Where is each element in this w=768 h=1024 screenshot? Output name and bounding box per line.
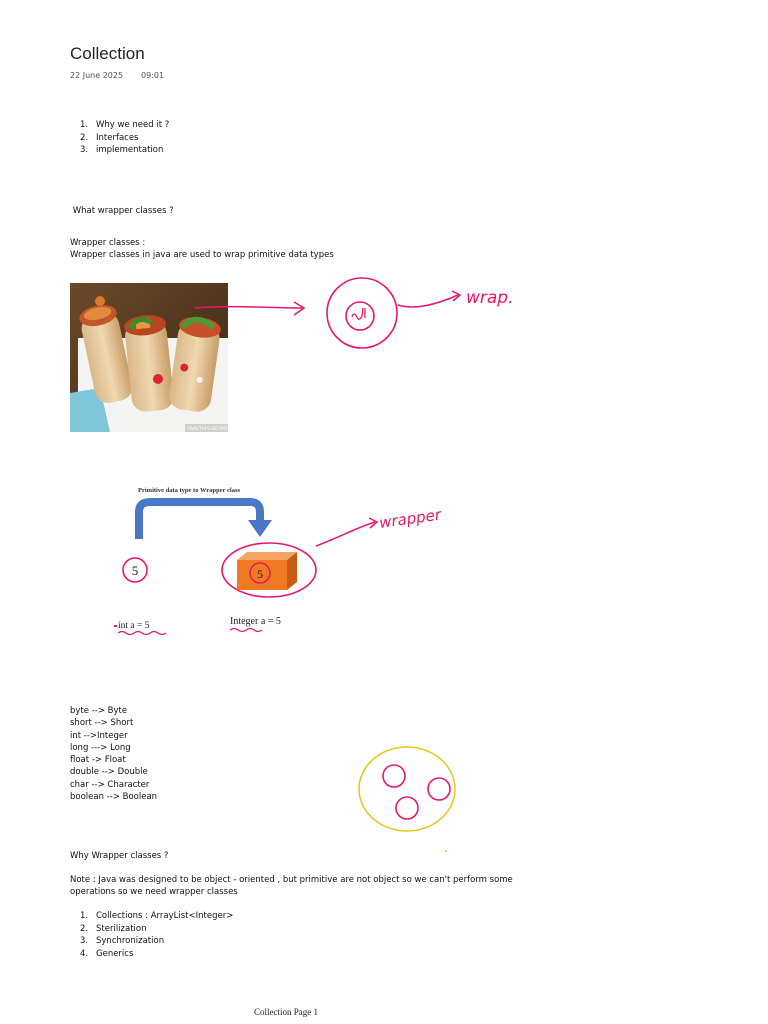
wrap-annotation-drawing xyxy=(190,275,550,355)
inner-scribble xyxy=(352,308,365,319)
list-item: char --> Character xyxy=(70,779,150,790)
question-text: What wrapper classes ? xyxy=(70,206,174,216)
wrapper-label: wrapper xyxy=(378,505,443,532)
list-item: boolean --> Boolean xyxy=(70,792,158,803)
list-item: short --> Short xyxy=(70,718,134,729)
list-item: 2. Interfaces xyxy=(80,132,139,143)
inner-circle xyxy=(346,302,374,330)
list-item: 3. implementation xyxy=(80,145,164,156)
page-time: 09:01 xyxy=(141,71,165,80)
list-item: byte --> Byte xyxy=(70,706,128,716)
page-title: Collection xyxy=(70,44,145,63)
element-circle xyxy=(396,797,418,819)
note-line-1: Note : Java was designed to be object - oriented , but primitive are not object so we can't perform some xyxy=(70,875,513,885)
page-footer: Collection Page 1 xyxy=(254,1007,318,1017)
collection-sketch xyxy=(355,745,465,855)
box-top xyxy=(237,552,297,560)
arrow-to-wrap xyxy=(398,295,458,307)
list-item: 4. Generics xyxy=(80,948,134,959)
wrapper-diagram xyxy=(100,482,480,642)
list-item: 3. Synchronization xyxy=(80,936,165,947)
element-circle xyxy=(428,778,450,800)
list-item: long ---> Long xyxy=(70,742,131,753)
list-item: int -->Integer xyxy=(70,730,128,741)
diagram-caption: Primitive data type to Wrapper class xyxy=(138,487,241,494)
wrapped-value: 5 xyxy=(257,567,263,581)
list-item: 1. Collections : ArrayList<Integer> xyxy=(80,911,234,921)
wrapper-code: Integer a = 5 xyxy=(230,616,281,627)
intro-list xyxy=(70,119,169,157)
image-watermark: SWASTHI'S RECIPES xyxy=(187,426,228,431)
wrapper-underline xyxy=(230,629,262,632)
why-heading: Why Wrapper classes ? xyxy=(70,851,169,861)
page-date: 22 June 2025 xyxy=(70,71,124,80)
list-item: 2. Sterilization xyxy=(80,923,147,934)
yellow-dot xyxy=(445,850,447,852)
primitive-code: int a = 5 xyxy=(118,621,150,631)
list-item: double --> Double xyxy=(70,767,148,778)
list-item: 1. Why we need it ? xyxy=(80,120,170,130)
wrapper-arrow xyxy=(316,522,375,546)
list-item: float -> Float xyxy=(70,755,126,766)
wrap-label: wrap. xyxy=(466,288,514,308)
primitive-value: 5 xyxy=(131,563,139,578)
diagram-arrow-head xyxy=(248,520,272,537)
element-circle xyxy=(383,765,405,787)
note-line-2: operations so we need wrapper classes xyxy=(70,887,238,897)
conversion-list xyxy=(70,705,157,803)
definition-heading: Wrapper classes : xyxy=(70,238,146,248)
arrow-stroke xyxy=(195,307,302,308)
definition-body: Wrapper classes in java are used to wrap primitive data types xyxy=(70,250,334,260)
reasons-list xyxy=(70,910,233,960)
diagram-arrow-shaft xyxy=(139,502,260,539)
primitive-underline xyxy=(118,632,166,635)
